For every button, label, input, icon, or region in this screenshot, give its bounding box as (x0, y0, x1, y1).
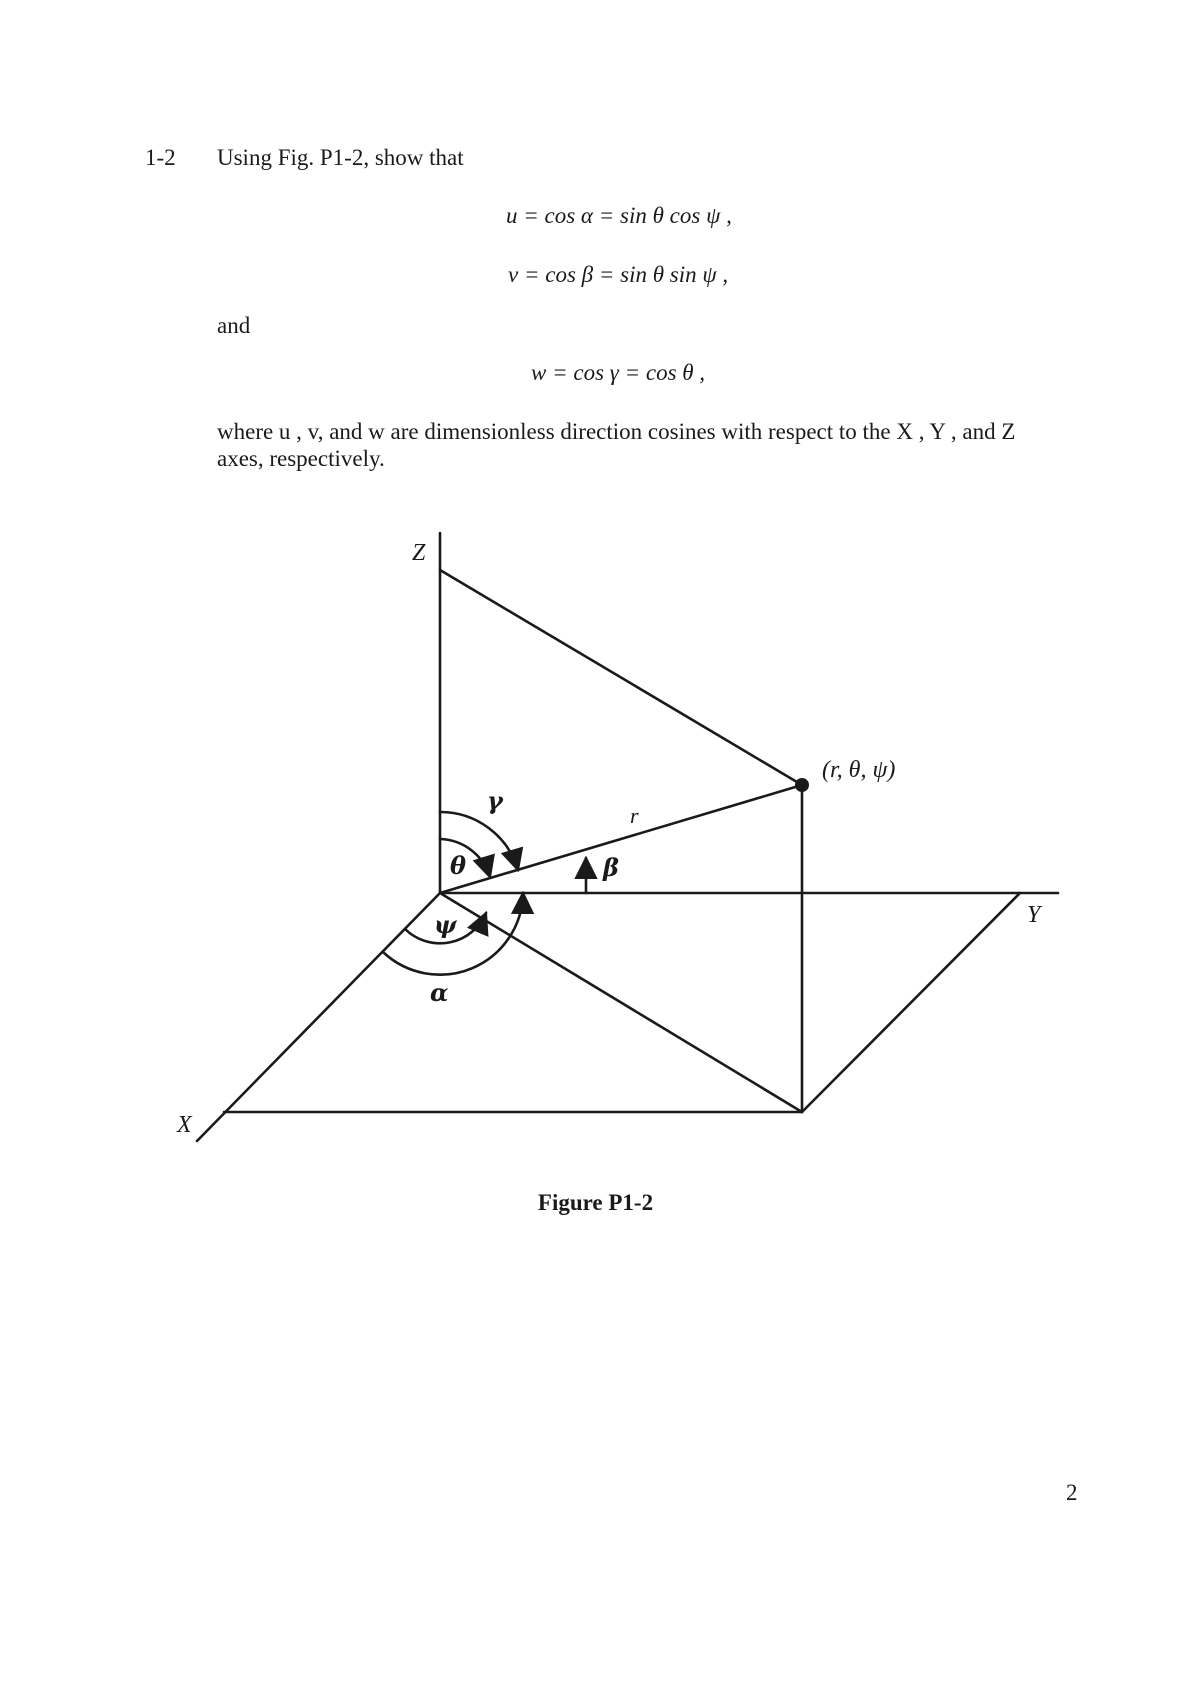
y-parallel-line (802, 893, 1020, 1112)
x-axis (197, 893, 440, 1141)
y-axis-label: Y (1027, 902, 1041, 928)
z-axis-label: Z (412, 540, 426, 566)
z-projection-line (440, 570, 802, 785)
figure-caption: Figure P1-2 (537, 1190, 654, 1215)
page-number: 2 (1066, 1480, 1078, 1505)
point-marker (795, 778, 809, 792)
beta-label: β (603, 853, 619, 882)
x-axis-label: X (177, 1112, 192, 1138)
equation-w: w = cos γ = cos θ , (531, 360, 706, 385)
problem-intro: Using Fig. P1-2, show that (217, 145, 464, 170)
problem-number: 1-2 (145, 145, 176, 170)
where-line-2: axes, respectively. (217, 446, 385, 471)
equation-v: v = cos β = sin θ sin ψ , (508, 262, 729, 287)
gamma-label: γ (487, 786, 503, 815)
alpha-label: α (430, 978, 449, 1007)
psi-label: ψ (434, 910, 457, 939)
theta-label: θ (450, 851, 467, 880)
where-line-1: where u , v, and w are dimensionless direction cosines with respect to the X , Y , and Z (217, 419, 1016, 444)
and-word: and (217, 313, 251, 338)
equation-u: u = cos α = sin θ cos ψ , (506, 203, 732, 228)
radius-label: r (630, 803, 639, 828)
point-label: (r, θ, ψ) (822, 757, 896, 783)
base-projection-line (440, 893, 802, 1112)
